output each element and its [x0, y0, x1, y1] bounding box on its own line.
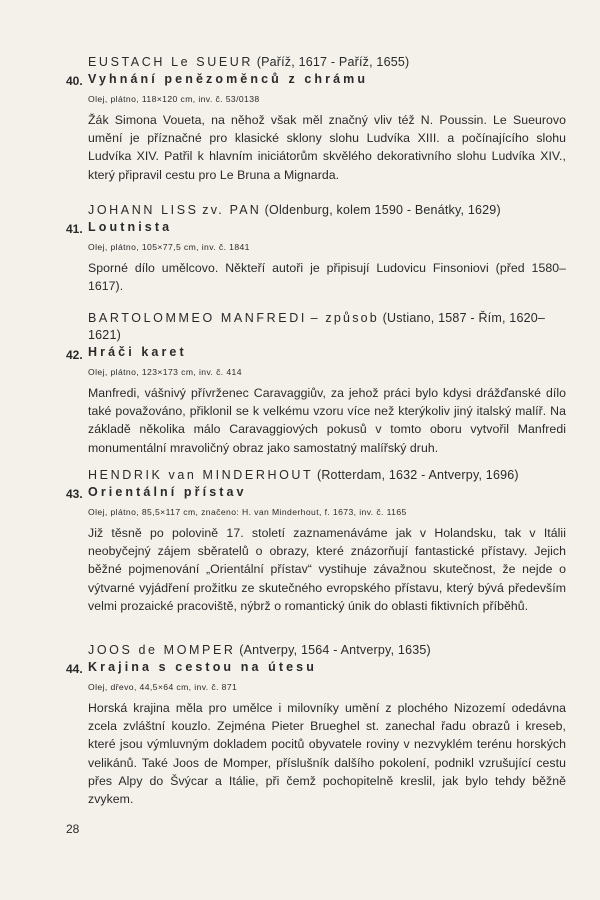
entry-number: 44. — [66, 662, 83, 676]
artist-alias: zv. PAN — [202, 203, 261, 217]
artist-dates: (Antverpy, 1564 - Antverpy, 1635) — [239, 643, 431, 657]
artist-heading — [88, 54, 588, 71]
artist-name: JOHANN LISS — [88, 203, 199, 217]
artist-heading — [88, 310, 566, 344]
artist-name: HENDRIK van MINDERHOUT — [88, 468, 314, 482]
artwork-details: Olej, plátno, 118×120 cm, inv. č. 53/0138 — [88, 94, 260, 104]
artwork-description: Již těsně po polovině 17. století zaznamenáváme jak v Holandsku, tak v Itálii neobyčejný zájem sběratelů o obrazy, které znázorňují fantastické přístavy. Jejich běžné pojmenování „Orientální přístav“ vystihuje závažnou skutečnost, že nejde o výtvarné vyjádření prožitku ze skutečného evropského přístavu, který bývá především velmi prozaické pracoviště, nýbrž o romantický únik do oblasti fiktivních příběhů. — [88, 526, 566, 613]
artwork-description: Horská krajina měla pro umělce i milovníky umění z plochého Nizozemí odedávna zcela zvláštní kouzlo. Zejména Pieter Brueghel st. zanechal řadu obrazů i kreseb, které jsou výmluvným dokladem pocitů obyvatele roviny v nezvyklém terénu horských velikánů. Také Joos de Momper, příslušník dalšího pokolení, podnikl vzrušující cestu přes Alpy do Švýcar a Itálie, při čemž pochopitelně kreslil, jak bylo tehdy běžně zvykem. — [88, 701, 566, 807]
artist-attribution: – způsob — [310, 311, 379, 325]
artwork-description: Žák Simona Voueta, na něhož však měl značný vliv též N. Poussin. Le Sueurovo umění je příznačné pro klasické sklony slohu Ludvíka XIII. a počínajícího slohu Ludvíka XIV. Patřil k hlavním iniciátorům skvělého dekorativního slohu Ludvíka XIV., který připravil cestu pro Le Bruna a Mignarda. — [88, 113, 566, 182]
artist-heading — [88, 467, 588, 484]
catalog-entry-41 — [66, 202, 566, 295]
artwork-title: Vyhnání penězoměnců z chrámu — [88, 72, 369, 86]
entry-number: 40. — [66, 74, 83, 88]
artwork-details: Olej, dřevo, 44,5×64 cm, inv. č. 871 — [88, 682, 238, 692]
artist-name: EUSTACH Le SUEUR — [88, 55, 254, 69]
catalog-entry-42 — [66, 310, 566, 457]
catalog-entry-43 — [66, 467, 566, 615]
entry-number: 43. — [66, 487, 83, 501]
artwork-title: Hráči karet — [88, 345, 187, 359]
catalog-entry-44 — [66, 642, 566, 808]
artist-dates: (Paříž, 1617 - Paříž, 1655) — [256, 55, 410, 69]
artist-heading — [88, 642, 588, 659]
artwork-description: Manfredi, vášnivý přívrženec Caravaggiův, za jehož práci bylo kdysi drážďanské dílo také považováno, přiklonil se k velkému vzoru více než kterýkoliv jiný italský malíř. Na základě několika málo Caravaggiových pokusů v tomto oboru vytvořil Manfredi monumentální mravoličný obraz jako samostatný malířský druh. — [88, 386, 566, 455]
artwork-title: Loutnista — [88, 220, 173, 234]
catalog-entry-40 — [66, 54, 566, 184]
artist-dates: (Oldenburg, kolem 1590 - Benátky, 1629) — [264, 203, 501, 217]
page-number: 28 — [66, 822, 80, 836]
artist-heading — [88, 202, 588, 219]
artwork-details: Olej, plátno, 123×173 cm, inv. č. 414 — [88, 367, 242, 377]
artist-dates: (Ustiano, 1587 - Řím, 1620–1621) — [88, 311, 546, 342]
artist-dates: (Rotterdam, 1632 - Antverpy, 1696) — [316, 468, 519, 482]
artwork-details: Olej, plátno, 85,5×117 cm, značeno: H. van Minderhout, f. 1673, inv. č. 1165 — [88, 507, 407, 517]
artwork-details: Olej, plátno, 105×77,5 cm, inv. č. 1841 — [88, 242, 250, 252]
entry-number: 41. — [66, 222, 83, 236]
artwork-title: Krajina s cestou na útesu — [88, 660, 317, 674]
entry-number: 42. — [66, 348, 83, 362]
artist-name: BARTOLOMMEO MANFREDI — [88, 311, 307, 325]
artist-name: JOOS de MOMPER — [88, 643, 236, 657]
artwork-title: Orientální přístav — [88, 485, 247, 499]
artwork-description: Sporné dílo umělcovo. Někteří autoři je připisují Ludovicu Finsoniovi (před 1580–1617). — [88, 261, 566, 294]
